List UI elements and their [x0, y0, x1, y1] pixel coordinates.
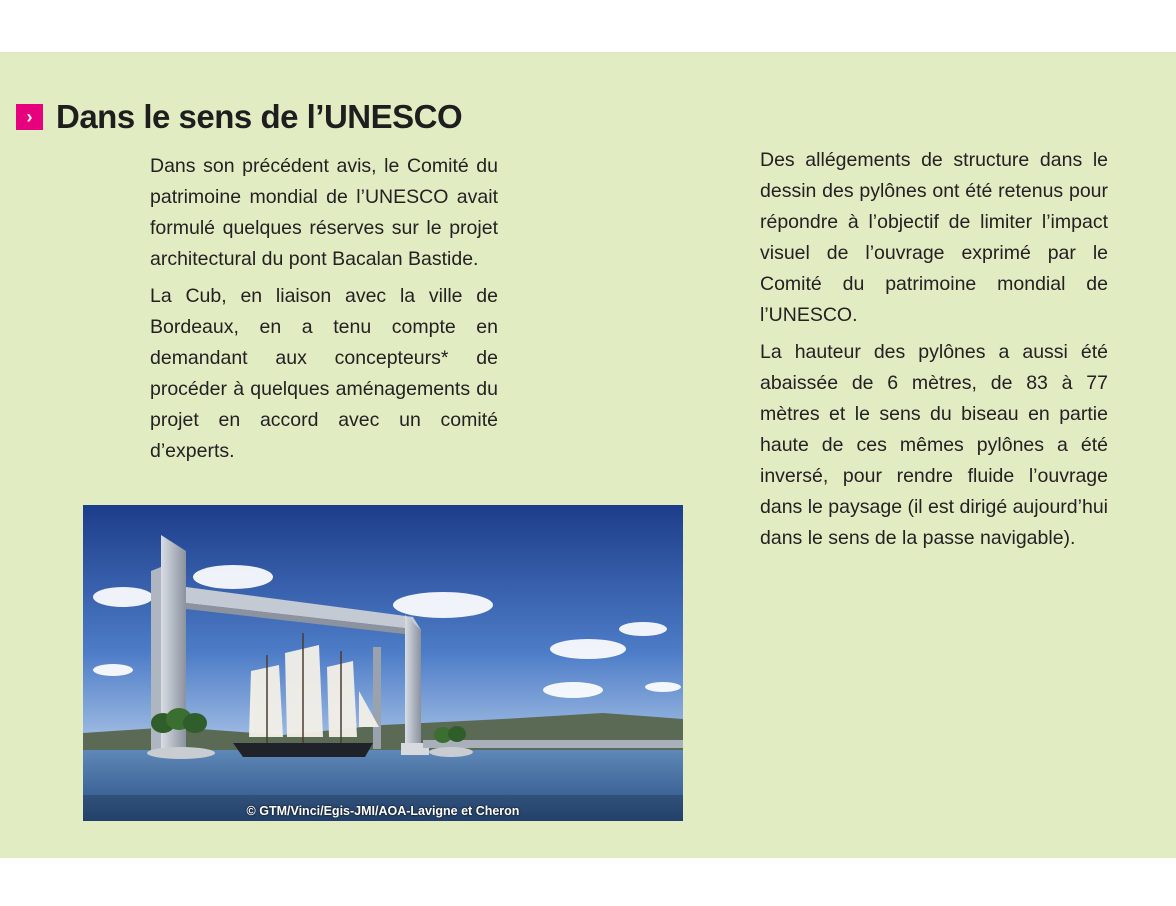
left-column [150, 151, 498, 473]
section-title: Dans le sens de l’UNESCO [56, 98, 463, 135]
right-paragraph-1: Des allégements de structure dans le dessin des pylônes ont été retenus pour répondre à l’objectif de limiter l’impact visuel de l’ouvrage exprimé par le Comité du patrimoine mondial de l’UNESCO. [760, 149, 1108, 326]
approach-deck [423, 740, 683, 748]
bridge-illustration [83, 505, 683, 821]
right-column [760, 145, 1108, 560]
photo-credit: © GTM/Vinci/Egis-JMI/AOA-Lavigne et Cheron [246, 804, 520, 818]
chevron-right-icon: › [16, 104, 43, 130]
left-paragraph-1: Dans son précédent avis, le Comité du patrimoine mondial de l’UNESCO avait formulé quelques réserves sur le projet architectural du pont Bacalan Bastide. [150, 155, 498, 270]
pylon-right [405, 615, 421, 750]
left-paragraph-2: La Cub, en liaison avec la ville de Bordeaux, en a tenu compte en demandant aux concepteurs* de procéder à quelques aménagements du projet en accord avec un comité d’experts. [150, 285, 498, 462]
bridge-photo [83, 505, 683, 821]
right-paragraph-2: La hauteur des pylônes a aussi été abaissée de 6 mètres, de 83 à 77 mètres et le sens du biseau en partie haute de ces mêmes pylônes a été inversé, pour rendre fluide l’ouvrage dans le paysage (il est dirigé aujourd’hui dans le sens de la passe navigable). [760, 341, 1108, 549]
